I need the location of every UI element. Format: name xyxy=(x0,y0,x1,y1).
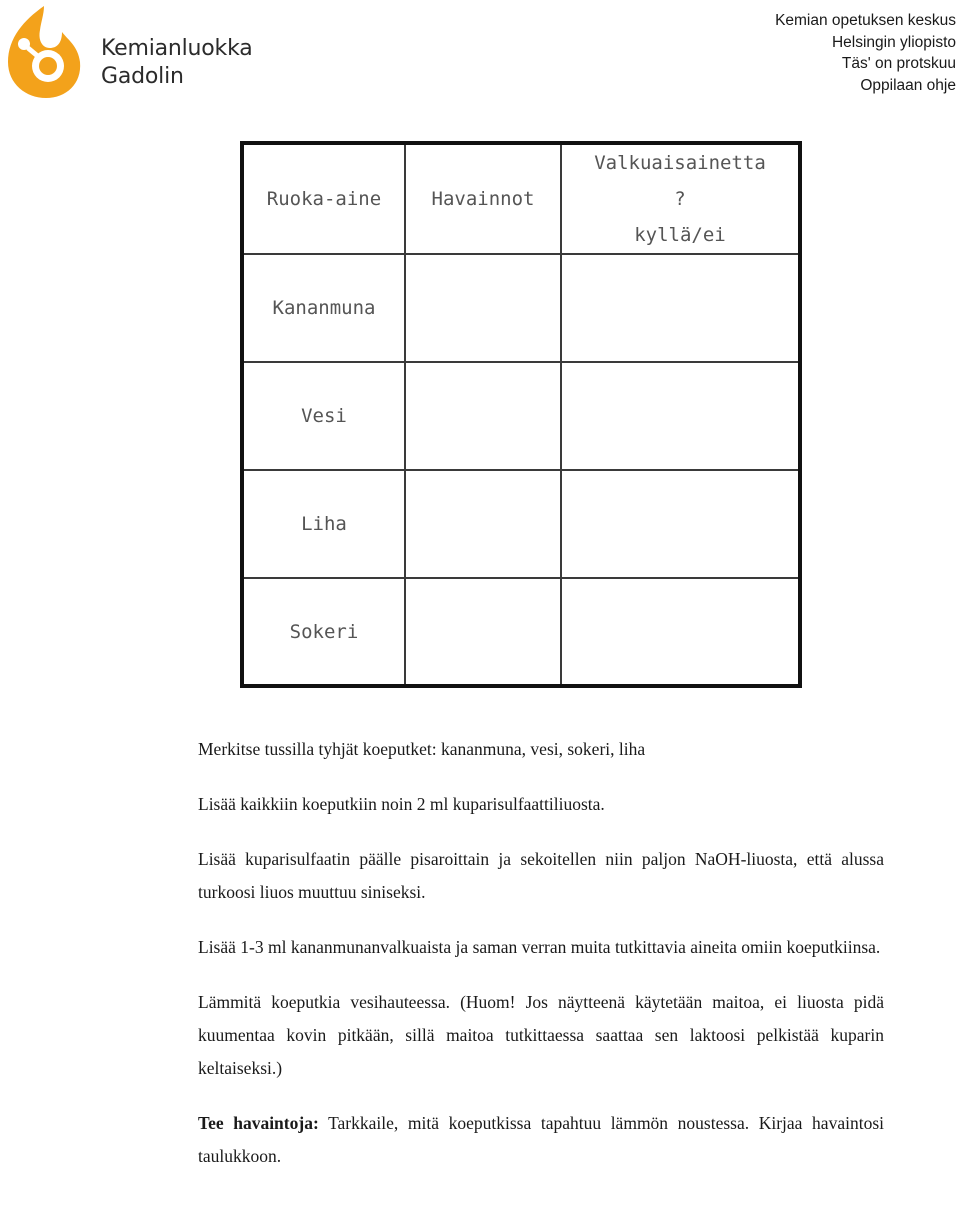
table-row xyxy=(242,362,800,470)
table-row xyxy=(242,254,800,362)
table-header-row xyxy=(242,143,800,254)
instruction-5: Lämmitä koeputkia vesihauteessa. (Huom! Jos näytteenä käytetään maitoa, ei liuosta pidä kuumentaa kovin pitkään, sillä maitoa tutkittaessa saattaa sen laktoosi pelkistää kuparin keltaiseksi.) xyxy=(198,992,884,1078)
logo-line-2: Gadolin xyxy=(101,64,184,89)
protein-cell xyxy=(561,578,800,686)
header-info xyxy=(775,10,956,96)
row-label-egg: Kananmuna xyxy=(242,254,405,362)
logo-line-1: Kemianluokka xyxy=(101,36,253,61)
header-line-2: Helsingin yliopisto xyxy=(831,33,956,51)
observation-cell xyxy=(405,362,561,470)
instruction-6-text: Tarkkaile, mitä koeputkissa tapahtuu lämmön noustessa. Kirjaa havaintosi taulukkoon. xyxy=(198,1113,884,1166)
header-line-3: Täs' on protskuu xyxy=(841,55,956,72)
header-protein xyxy=(561,143,800,254)
observation-table xyxy=(240,141,802,688)
header-protein-line-3: kyllä/ei xyxy=(634,224,726,246)
instruction-6-bold: Tee havaintoja: xyxy=(198,1113,319,1133)
table-row xyxy=(242,470,800,578)
instruction-4: Lisää 1-3 ml kananmunanvalkuaista ja saman verran muita tutkittavia aineita omiin koeputkiinsa. xyxy=(198,937,881,957)
instruction-3: Lisää kuparisulfaatin päälle pisaroittain ja sekoitellen niin paljon NaOH-liuosta, että alussa turkoosi liuos muuttuu siniseksi. xyxy=(198,849,884,902)
instruction-2: Lisää kaikkiin koeputkiin noin 2 ml kuparisulfaattiliuosta. xyxy=(198,794,605,814)
header-protein-line-2: ? xyxy=(674,188,686,210)
protein-cell xyxy=(561,470,800,578)
instruction-1: Merkitse tussilla tyhjät koeputket: kananmuna, vesi, sokeri, liha xyxy=(198,739,646,759)
instructions xyxy=(198,733,884,1173)
protein-cell xyxy=(561,254,800,362)
header-line-4: Oppilaan ohje xyxy=(860,76,956,94)
flame-logo-icon xyxy=(6,4,86,100)
protein-cell xyxy=(561,362,800,470)
table-row xyxy=(242,578,800,686)
row-label-water: Vesi xyxy=(242,362,405,470)
logo-wordmark xyxy=(101,35,253,91)
observation-cell xyxy=(405,470,561,578)
instruction-6 xyxy=(198,1107,884,1173)
header-food: Ruoka-aine xyxy=(242,143,405,254)
observation-cell xyxy=(405,578,561,686)
header-protein-line-1: Valkuaisainetta xyxy=(594,152,766,174)
row-label-meat: Liha xyxy=(242,470,405,578)
header-observations: Havainnot xyxy=(405,143,561,254)
gadolin-logo xyxy=(6,4,266,100)
header-line-1: Kemian opetuksen keskus xyxy=(775,12,956,29)
row-label-sugar: Sokeri xyxy=(242,578,405,686)
observation-cell xyxy=(405,254,561,362)
